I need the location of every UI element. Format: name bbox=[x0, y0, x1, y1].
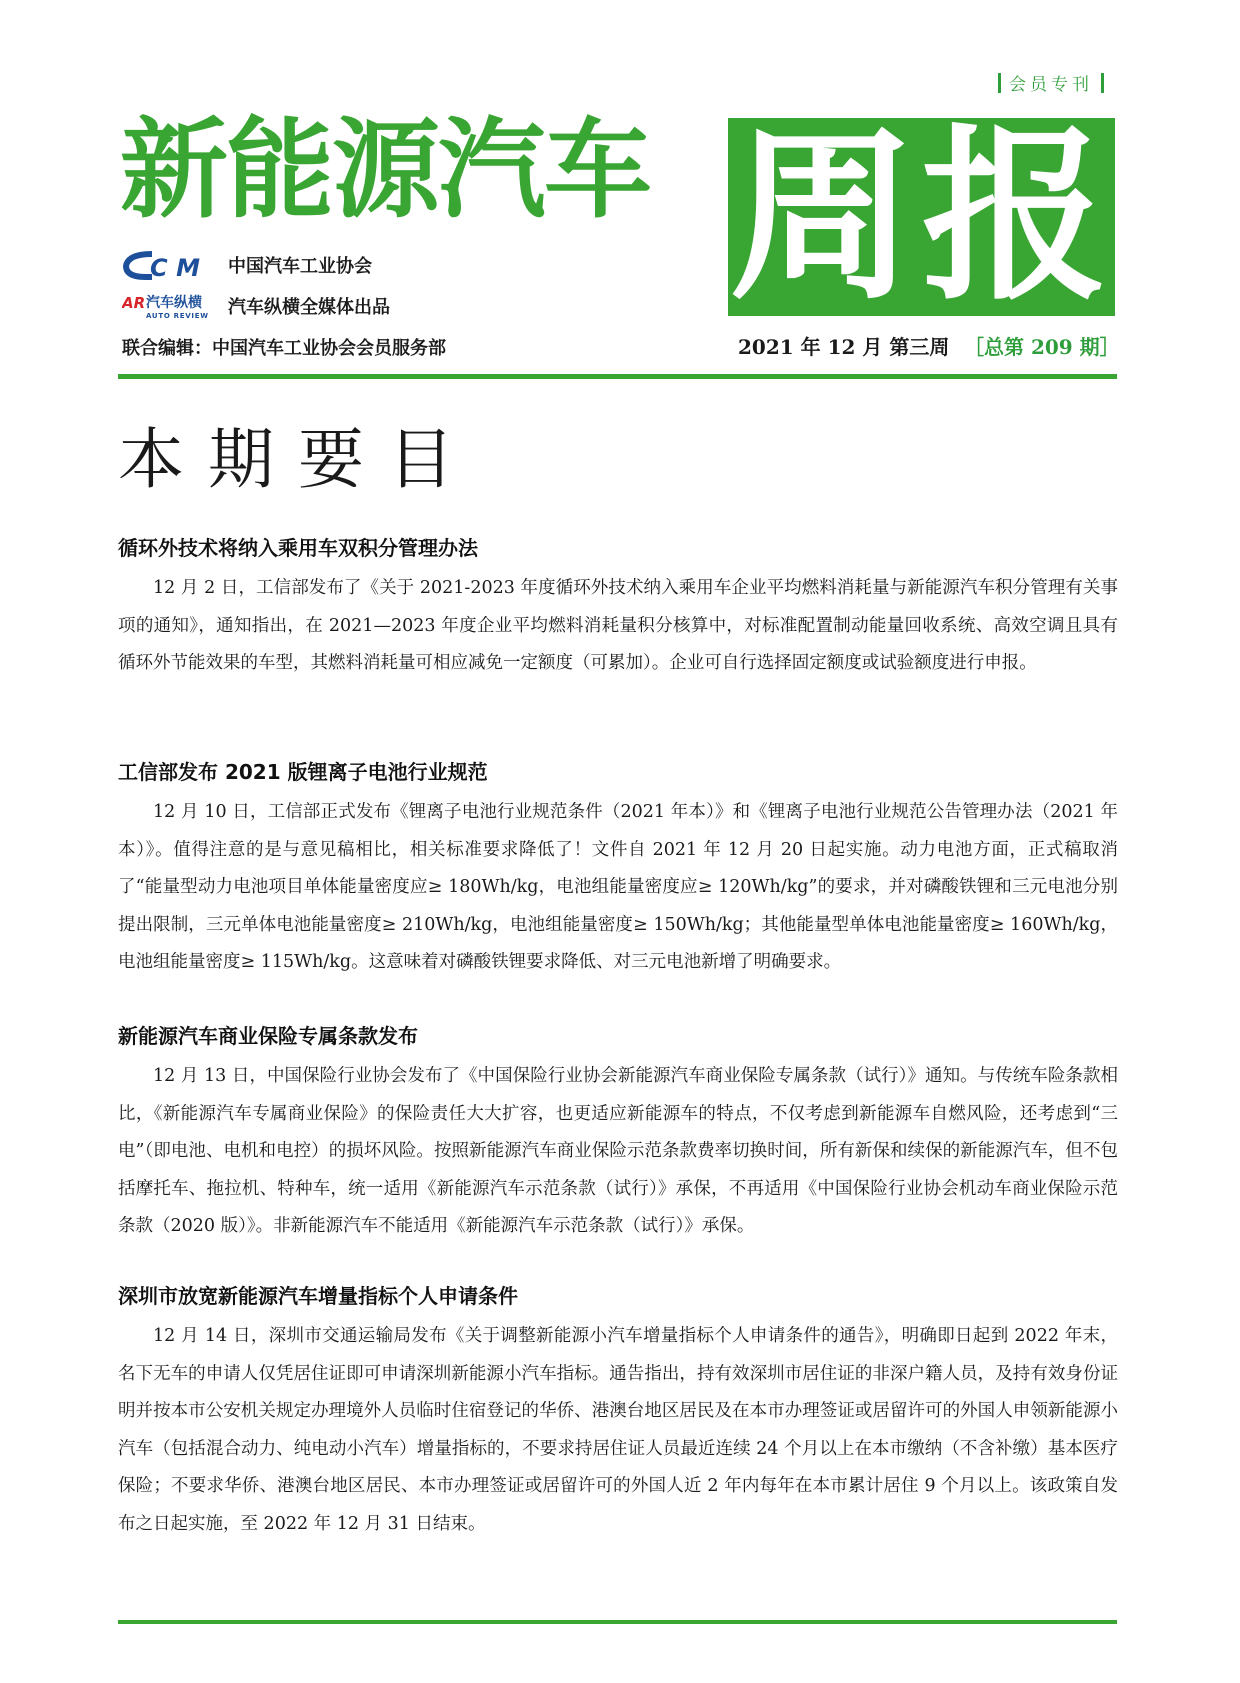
caam-logo-text: CM bbox=[150, 254, 200, 280]
member-tag bbox=[990, 70, 1112, 95]
section-heading: 本期要目 bbox=[118, 421, 478, 498]
tag-bar-left bbox=[998, 73, 1001, 93]
article bbox=[118, 534, 1118, 683]
org-cm-label: 中国汽车工业协会 bbox=[228, 256, 372, 277]
article-title: 工信部发布 2021 版锂离子电池行业规范 bbox=[118, 760, 488, 784]
article-body: 12 月 10 日，工信部正式发布《锂离子电池行业规范条件（2021 年本）》和《锂离子电池行业规范公告管理办法（2021 年本）》。值得注意的是与意见稿相比，相关标准要求降低了！文件自 2021 年 12 月 20 日起实施。动力电池方面，正式稿取消了“能量型动力电池项目单体能量密度应≥ 180Wh/kg，电池组能量密度应≥ 120Wh/kg”的要求，并对磷酸铁锂和三元电池分别提出限制，三元单体电池能量密度≥ 210Wh/kg，电池组能量密度≥ 150Wh/kg；其他能量型单体电池能量密度≥ 160Wh/kg，电池组能量密度≥ 115Wh/kg。这意味着对磷酸铁锂要求降低、对三元电池新增了明确要求。 bbox=[118, 802, 1118, 972]
svg-text:AR: AR bbox=[122, 294, 146, 312]
article bbox=[118, 1022, 1118, 1246]
auto-review-logo-en: AUTO REVIEW bbox=[146, 312, 208, 320]
caam-logo-icon bbox=[122, 250, 202, 280]
auto-review-logo-cn: 汽车纵横 bbox=[146, 295, 202, 311]
article-title: 深圳市放宽新能源汽车增量指标个人申请条件 bbox=[118, 1284, 518, 1308]
article-body: 12 月 14 日，深圳市交通运输局发布《关于调整新能源小汽车增量指标个人申请条件的通告》，明确即日起到 2022 年末，名下无车的申请人仅凭居住证即可申请深圳新能源小汽车指标。通告指出，持有效深圳市居住证的非深户籍人员，及持有效身份证明并按本市公安机关规定办理境外人员临时住宿登记的华侨、港澳台地区居民及在本市办理签证或居留许可的外国人申领新能源小汽车（包括混合动力、纯电动小汽车）增量指标的，不要求持居住证人员最近连续 24 个月以上在本市缴纳（不含补缴）基本医疗保险；不要求华侨、港澳台地区居民、本市办理签证或居留许可的外国人近 2 年内每年在本市累计居住 9 个月以上。该政策自发布之日起实施，至 2022 年 12 月 31 日结束。 bbox=[118, 1326, 1118, 1534]
weekly-box: 周报 bbox=[729, 118, 1114, 316]
auto-review-logo-icon bbox=[122, 292, 222, 320]
article-title: 循环外技术将纳入乘用车双积分管理办法 bbox=[118, 536, 478, 560]
org-row-media bbox=[122, 292, 390, 320]
co-editor: 联合编辑：中国汽车工业协会会员服务部 bbox=[122, 338, 446, 359]
org-media-label: 汽车纵横全媒体出品 bbox=[228, 297, 390, 318]
tag-bar-right bbox=[1101, 73, 1104, 93]
issue-number: ［总第 209 期］ bbox=[964, 335, 1120, 359]
article-title: 新能源汽车商业保险专属条款发布 bbox=[118, 1024, 418, 1048]
org-row-cm bbox=[122, 250, 372, 280]
article-body: 12 月 13 日，中国保险行业协会发布了《中国保险行业协会新能源汽车商业保险专属条款（试行）》通知。与传统车险条款相比，《新能源汽车专属商业保险》的保险责任大大扩容，也更适应新能源车的特点，不仅考虑到新能源车自燃风险，还考虑到“三电”（即电池、电机和电控）的损坏风险。按照新能源汽车商业保险示范条款费率切换时间，所有新保和续保的新能源汽车，但不包括摩托车、拖拉机、特种车，统一适用《新能源汽车示范条款（试行）》承保，不再适用《中国保险行业协会机动车商业保险示范条款（2020 版）》。非新能源汽车不能适用《新能源汽车示范条款（试行）》承保。 bbox=[118, 1066, 1118, 1236]
article bbox=[118, 1282, 1118, 1543]
divider-bottom bbox=[118, 1620, 1117, 1624]
divider-top bbox=[118, 374, 1117, 379]
article bbox=[118, 758, 1118, 982]
member-tag-label: 会员专刊 bbox=[1009, 75, 1093, 95]
masthead-title: 新能源汽车 bbox=[120, 108, 651, 233]
article-body: 12 月 2 日，工信部发布了《关于 2021-2023 年度循环外技术纳入乘用车企业平均燃料消耗量与新能源汽车积分管理有关事项的通知》，通知指出，在 2021—2023 年度企业平均燃料消耗量积分核算中，对标准配置制动能量回收系统、高效空调且具有循环外节能效果的车型，其燃料消耗量可相应减免一定额度（可累加）。企业可自行选择固定额度或试验额度进行申报。 bbox=[118, 578, 1118, 673]
issue-date: 2021 年 12 月 第三周 bbox=[738, 335, 950, 359]
